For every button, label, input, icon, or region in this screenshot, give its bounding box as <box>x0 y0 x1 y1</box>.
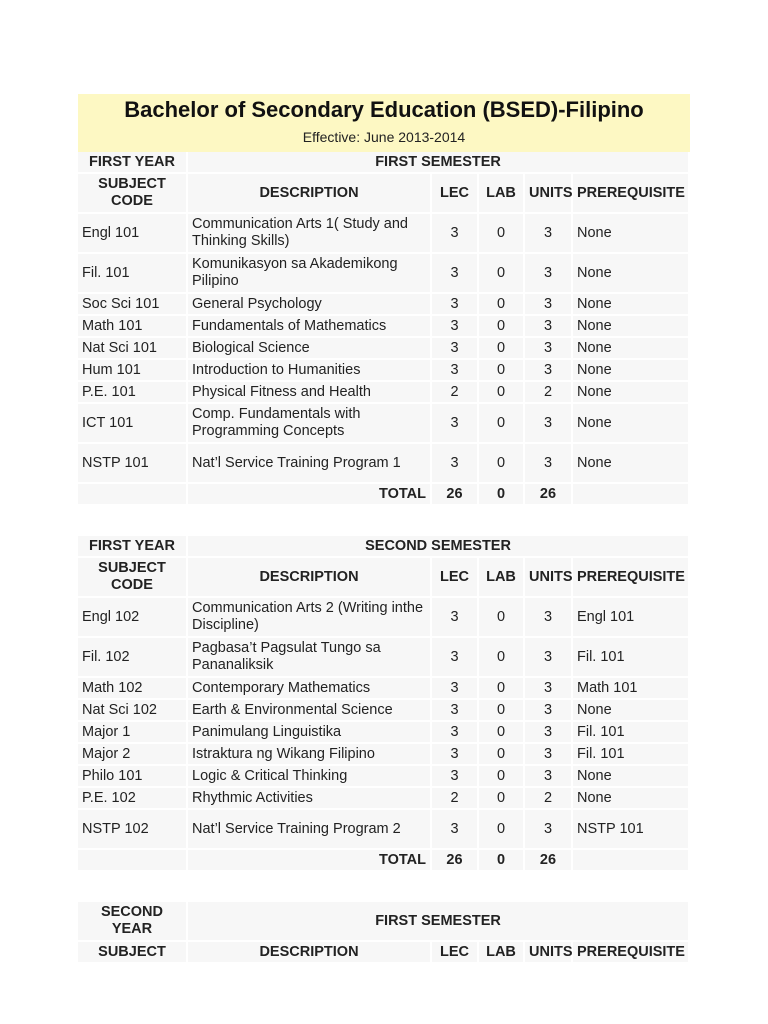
units-value: 3 <box>525 766 573 788</box>
subject-description: Introduction to Humanities <box>188 360 432 382</box>
units-value: 3 <box>525 638 573 678</box>
prerequisite-value: None <box>573 214 690 254</box>
col-lec: LEC <box>432 558 479 598</box>
lec-value: 3 <box>432 678 479 700</box>
lec-value: 3 <box>432 810 479 850</box>
units-value: 3 <box>525 444 573 484</box>
units-value: 3 <box>525 722 573 744</box>
title-box <box>78 94 690 152</box>
total-row <box>78 484 690 506</box>
col-subject-code: SUBJECT <box>78 942 188 964</box>
total-blank <box>573 850 690 872</box>
table-row <box>78 766 690 788</box>
semester-label: FIRST SEMESTER <box>188 902 690 942</box>
subject-description: Physical Fitness and Health <box>188 382 432 404</box>
table-row <box>78 810 690 850</box>
col-prerequisite: PREREQUISITE <box>573 558 690 598</box>
col-description: DESCRIPTION <box>188 174 432 214</box>
total-lab: 0 <box>479 484 525 506</box>
subject-description: Rhythmic Activities <box>188 788 432 810</box>
table-row <box>78 722 690 744</box>
col-units: UNITS <box>525 174 573 214</box>
subject-code: Nat Sci 102 <box>78 700 188 722</box>
lab-value: 0 <box>479 678 525 700</box>
lab-value: 0 <box>479 638 525 678</box>
units-value: 3 <box>525 744 573 766</box>
subject-code: P.E. 101 <box>78 382 188 404</box>
units-value: 3 <box>525 404 573 444</box>
col-lab: LAB <box>479 942 525 964</box>
subject-description: Communication Arts 1( Study and Thinking Skills) <box>188 214 432 254</box>
subject-description: General Psychology <box>188 294 432 316</box>
col-subject-code: SUBJECT CODE <box>78 558 188 598</box>
total-lec: 26 <box>432 484 479 506</box>
prerequisite-value: None <box>573 338 690 360</box>
units-value: 3 <box>525 338 573 360</box>
table-row <box>78 382 690 404</box>
subject-code: ICT 101 <box>78 404 188 444</box>
lab-value: 0 <box>479 294 525 316</box>
prerequisite-value: Engl 101 <box>573 598 690 638</box>
prerequisite-value: None <box>573 404 690 444</box>
lec-value: 3 <box>432 766 479 788</box>
lab-value: 0 <box>479 444 525 484</box>
year-label: FIRST YEAR <box>78 536 188 558</box>
units-value: 3 <box>525 700 573 722</box>
subject-code: Engl 101 <box>78 214 188 254</box>
col-prerequisite: PREREQUISITE <box>573 174 690 214</box>
table-row <box>78 788 690 810</box>
table-row <box>78 678 690 700</box>
subject-description: Fundamentals of Mathematics <box>188 316 432 338</box>
total-label: TOTAL <box>188 850 432 872</box>
total-units: 26 <box>525 850 573 872</box>
total-blank <box>573 484 690 506</box>
lec-value: 2 <box>432 382 479 404</box>
units-value: 3 <box>525 810 573 850</box>
lec-value: 3 <box>432 744 479 766</box>
prerequisite-value: None <box>573 788 690 810</box>
table-row <box>78 404 690 444</box>
subject-description: Panimulang Linguistika <box>188 722 432 744</box>
table-row <box>78 638 690 678</box>
year-label: SECOND YEAR <box>78 902 188 942</box>
total-blank <box>78 484 188 506</box>
table-row <box>78 598 690 638</box>
units-value: 3 <box>525 294 573 316</box>
subject-code: Hum 101 <box>78 360 188 382</box>
col-lec: LEC <box>432 174 479 214</box>
curriculum-sheet <box>78 94 690 964</box>
lec-value: 3 <box>432 598 479 638</box>
prerequisite-value: None <box>573 444 690 484</box>
section-heading-row <box>78 902 690 942</box>
prerequisite-value: None <box>573 294 690 316</box>
col-prerequisite: PREREQUISITE <box>573 942 690 964</box>
prerequisite-value: None <box>573 766 690 788</box>
subject-code: Fil. 102 <box>78 638 188 678</box>
table-row <box>78 254 690 294</box>
lab-value: 0 <box>479 316 525 338</box>
units-value: 3 <box>525 360 573 382</box>
col-lab: LAB <box>479 174 525 214</box>
subject-code: Major 1 <box>78 722 188 744</box>
section-gap <box>78 506 690 536</box>
lec-value: 3 <box>432 254 479 294</box>
col-lab: LAB <box>479 558 525 598</box>
subject-code: Major 2 <box>78 744 188 766</box>
subject-code: Fil. 101 <box>78 254 188 294</box>
lab-value: 0 <box>479 788 525 810</box>
subject-code: Soc Sci 101 <box>78 294 188 316</box>
subject-description: Biological Science <box>188 338 432 360</box>
subject-description: Komunikasyon sa Akademikong Pilipino <box>188 254 432 294</box>
lec-value: 3 <box>432 700 479 722</box>
table-row <box>78 700 690 722</box>
col-description: DESCRIPTION <box>188 558 432 598</box>
lab-value: 0 <box>479 254 525 294</box>
table-row <box>78 444 690 484</box>
total-units: 26 <box>525 484 573 506</box>
lec-value: 3 <box>432 294 479 316</box>
col-units: UNITS <box>525 942 573 964</box>
semester-label: FIRST SEMESTER <box>188 152 690 174</box>
subject-description: Nat’l Service Training Program 2 <box>188 810 432 850</box>
table-row <box>78 316 690 338</box>
section-heading-row <box>78 536 690 558</box>
prerequisite-value: Fil. 101 <box>573 638 690 678</box>
lec-value: 3 <box>432 338 479 360</box>
total-row <box>78 850 690 872</box>
subject-description: Pagbasa’t Pagsulat Tungo sa Pananaliksik <box>188 638 432 678</box>
lec-value: 3 <box>432 214 479 254</box>
units-value: 3 <box>525 316 573 338</box>
lab-value: 0 <box>479 360 525 382</box>
prerequisite-value: None <box>573 700 690 722</box>
section-gap <box>78 872 690 902</box>
prerequisite-value: Math 101 <box>573 678 690 700</box>
units-value: 3 <box>525 678 573 700</box>
lab-value: 0 <box>479 214 525 254</box>
semester-label: SECOND SEMESTER <box>188 536 690 558</box>
subject-code: Philo 101 <box>78 766 188 788</box>
column-header-row <box>78 174 690 214</box>
subject-description: Earth & Environmental Science <box>188 700 432 722</box>
lab-value: 0 <box>479 382 525 404</box>
lab-value: 0 <box>479 722 525 744</box>
prerequisite-value: Fil. 101 <box>573 722 690 744</box>
spacer <box>78 872 690 902</box>
curriculum-table <box>78 152 690 964</box>
column-header-row <box>78 942 690 964</box>
lab-value: 0 <box>479 810 525 850</box>
units-value: 3 <box>525 254 573 294</box>
table-row <box>78 338 690 360</box>
subject-description: Contemporary Mathematics <box>188 678 432 700</box>
units-value: 3 <box>525 214 573 254</box>
subject-code: Nat Sci 101 <box>78 338 188 360</box>
lec-value: 3 <box>432 638 479 678</box>
table-row <box>78 214 690 254</box>
subject-description: Istraktura ng Wikang Filipino <box>188 744 432 766</box>
total-lec: 26 <box>432 850 479 872</box>
table-row <box>78 744 690 766</box>
table-row <box>78 360 690 382</box>
prerequisite-value: None <box>573 360 690 382</box>
lec-value: 3 <box>432 444 479 484</box>
total-label: TOTAL <box>188 484 432 506</box>
column-header-row <box>78 558 690 598</box>
subject-code: P.E. 102 <box>78 788 188 810</box>
units-value: 3 <box>525 598 573 638</box>
lab-value: 0 <box>479 744 525 766</box>
subject-code: NSTP 102 <box>78 810 188 850</box>
lec-value: 2 <box>432 788 479 810</box>
lec-value: 3 <box>432 316 479 338</box>
subject-code: NSTP 101 <box>78 444 188 484</box>
table-row <box>78 294 690 316</box>
subject-description: Comp. Fundamentals with Programming Concepts <box>188 404 432 444</box>
prerequisite-value: None <box>573 316 690 338</box>
prerequisite-value: None <box>573 382 690 404</box>
lab-value: 0 <box>479 700 525 722</box>
lec-value: 3 <box>432 360 479 382</box>
subject-description: Nat’l Service Training Program 1 <box>188 444 432 484</box>
prerequisite-value: NSTP 101 <box>573 810 690 850</box>
lab-value: 0 <box>479 338 525 360</box>
document-title: Bachelor of Secondary Education (BSED)-Filipino <box>124 97 644 122</box>
lec-value: 3 <box>432 722 479 744</box>
section-heading-row <box>78 152 690 174</box>
col-description: DESCRIPTION <box>188 942 432 964</box>
units-value: 2 <box>525 382 573 404</box>
subject-code: Math 102 <box>78 678 188 700</box>
subject-description: Communication Arts 2 (Writing inthe Discipline) <box>188 598 432 638</box>
lec-value: 3 <box>432 404 479 444</box>
effective-date: Effective: June 2013-2014 <box>302 129 466 145</box>
col-subject-code: SUBJECT CODE <box>78 174 188 214</box>
lab-value: 0 <box>479 598 525 638</box>
lab-value: 0 <box>479 404 525 444</box>
subject-code: Math 101 <box>78 316 188 338</box>
col-units: UNITS <box>525 558 573 598</box>
total-lab: 0 <box>479 850 525 872</box>
total-blank <box>78 850 188 872</box>
year-label: FIRST YEAR <box>78 152 188 174</box>
prerequisite-value: None <box>573 254 690 294</box>
units-value: 2 <box>525 788 573 810</box>
subject-description: Logic & Critical Thinking <box>188 766 432 788</box>
prerequisite-value: Fil. 101 <box>573 744 690 766</box>
subject-code: Engl 102 <box>78 598 188 638</box>
col-lec: LEC <box>432 942 479 964</box>
spacer <box>78 506 690 536</box>
lab-value: 0 <box>479 766 525 788</box>
